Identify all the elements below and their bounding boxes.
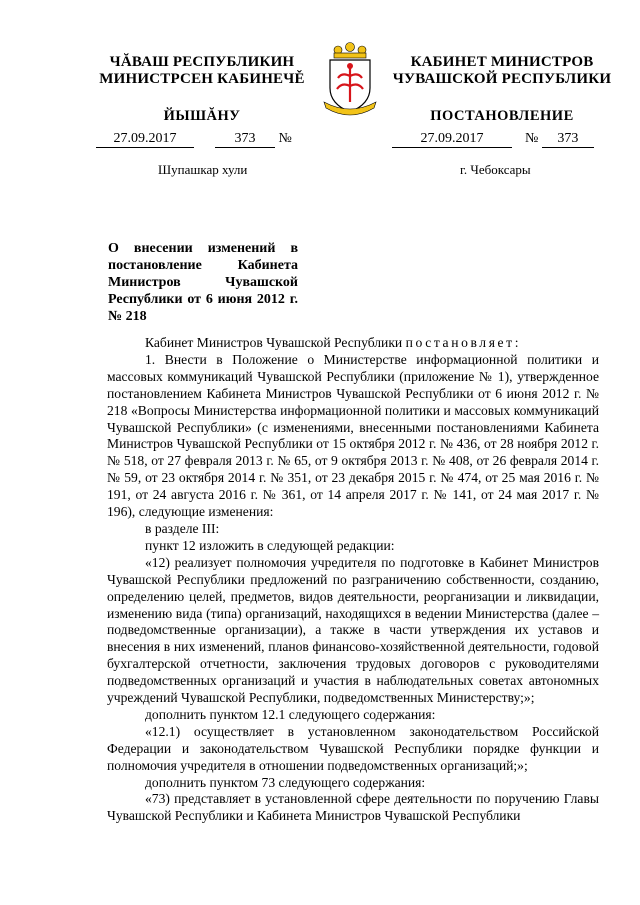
place-russian: г. Чебоксары — [460, 162, 531, 177]
body-paragraph: пункт 12 изложить в следующей редакции: — [145, 537, 395, 553]
body-paragraph: «12) реализует полномочия учредителя по подготовке в Кабинет Министров Чувашской Республики предложений по разграничению собственности, созданию, определению целей, предметов, видов деятельности, реорганизации и ликвидации, изменению вида (типа) организаций, находящихся в ведении Министерства (далее – подведомственные организации), а также в части утверждения их уставов и внесения в них изменений, планов финансово-хозяйственной деятельности, годовой бухгалтерской отчетности, заключения трудовых договоров с руководителями подведомственных организаций и участия в наблюдательных советах автономных учреждений Чувашской Республики, подведомственных Министерству;»; — [107, 554, 599, 706]
header-left — [96, 54, 308, 125]
document-body — [107, 335, 599, 825]
intro-prefix: Кабинет Министров Чувашской Республики — [145, 335, 406, 350]
body-paragraph: в разделе III: — [145, 520, 220, 536]
chuvashia-coat-of-arms-icon — [320, 42, 380, 118]
number-right: 373 — [542, 131, 594, 148]
intro-paragraph — [107, 335, 599, 352]
body-paragraph: 1. Внести в Положение о Министерстве информационной политики и массовых коммуникаций Чувашской Республики (приложение № 1), утвержденное постановлением Кабинета Министров Чувашской Республики от 6 июня 2012 г. № 218 «Вопросы Министерства информационной политики и массовых коммуникаций Чувашской Республики» (с изменениями, внесенными постановлениями Кабинета Министров Чувашской Республики от 15 октября 2012 г. № 436, от 28 ноября 2012 г. № 518, от 27 февраля 2013 г. № 65, от 9 октября 2013 г. № 408, от 26 февраля 2014 г. № 59, от 23 октября 2014 г. № 351, от 23 декабря 2015 г. № 474, от 25 мая 2016 г. № 191, от 24 августа 2016 г. № 361, от 14 апреля 2017 г. № 141, от 24 мая 2017 г. № 196), следующие изменения: — [107, 351, 599, 520]
doc-type-chuvash: ЙЫШĂНУ — [163, 108, 241, 124]
number-sign-right: № — [525, 131, 539, 146]
org-name-russian-line1: КАБИНЕТ МИНИСТРОВ — [410, 54, 594, 70]
document-subject: О внесении изменений в постановление Кабинета Министров Чувашской Республики от 6 июня 2012 г. № 218 — [108, 241, 298, 324]
place-chuvash: Шупашкар хули — [158, 162, 248, 177]
date-number-right — [392, 131, 594, 148]
doc-type-russian: ПОСТАНОВЛЕНИЕ — [430, 108, 574, 124]
body-paragraph: «73) представляет в установленной сфере деятельности по поручению Главы Чувашской Республики и Кабинета Министров Чувашской Республики — [107, 791, 599, 824]
org-name-chuvash-line1: ЧĂВАШ РЕСПУБЛИКИН — [109, 54, 295, 70]
body-paragraph: «12.1) осуществляет в установленном законодательством Российской Федерации и законодательством Чувашской Республики порядке функции и полномочия учредителя в отношении подведомственных организаций;»; — [107, 723, 599, 773]
body-paragraph: дополнить пунктом 73 следующего содержания: — [145, 774, 426, 790]
body-paragraph: дополнить пунктом 12.1 следующего содержания: — [145, 706, 436, 722]
intro-verb: постановляет: — [405, 335, 522, 350]
date-left: 27.09.2017 — [96, 131, 194, 148]
number-left: 373 — [215, 131, 275, 148]
number-sign-left: № — [278, 131, 292, 146]
date-number-left — [96, 131, 292, 148]
date-right: 27.09.2017 — [392, 131, 512, 148]
org-name-chuvash-line2: МИНИСТРСЕН КАБИНЕЧĚ — [99, 71, 305, 87]
header-right — [392, 54, 612, 125]
org-name-russian-line2: ЧУВАШСКОЙ РЕСПУБЛИКИ — [392, 71, 612, 87]
